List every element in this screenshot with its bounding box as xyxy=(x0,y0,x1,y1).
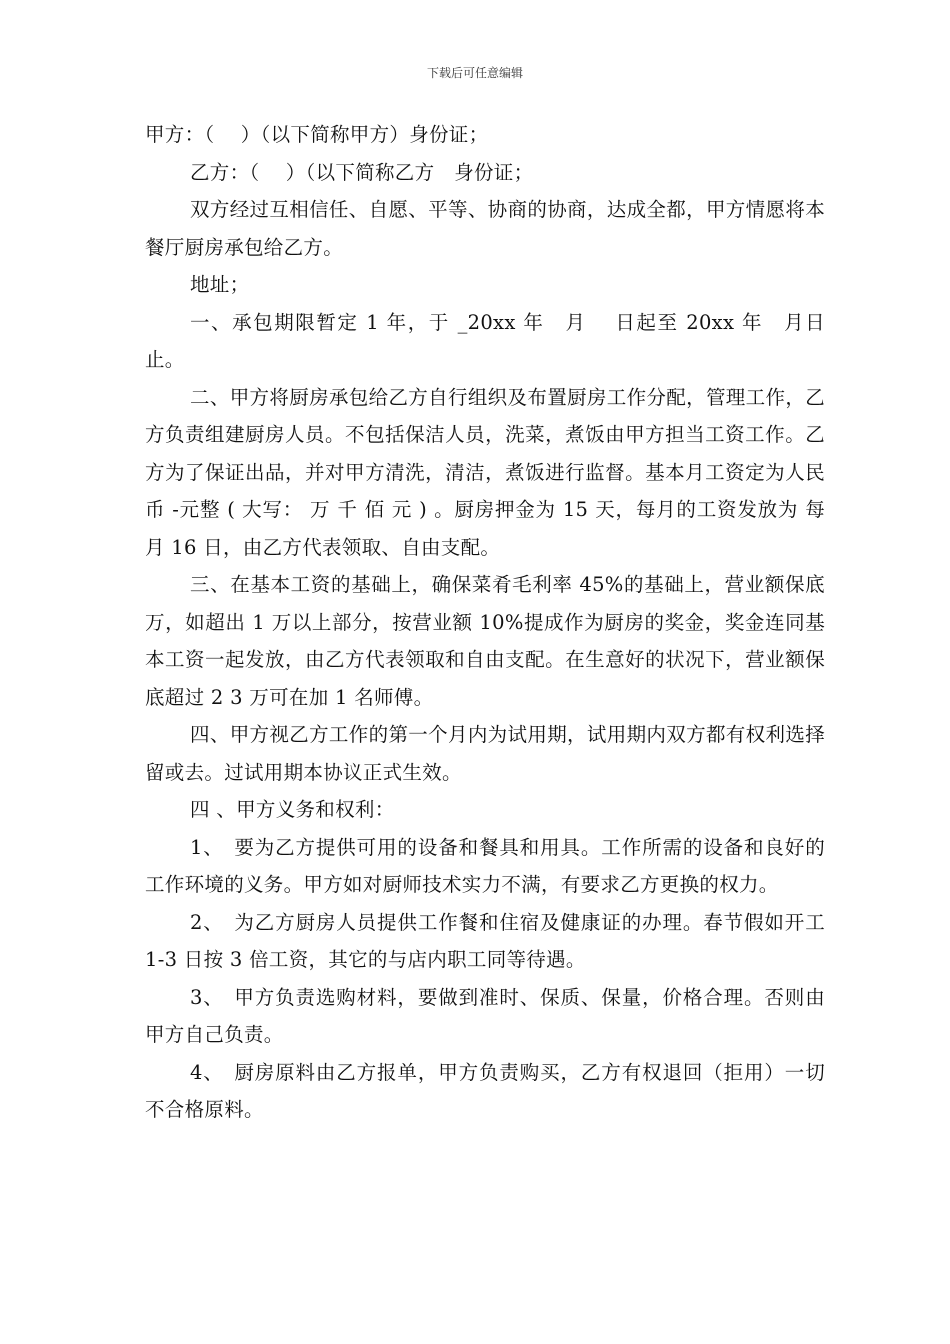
paragraph-agreement: 双方经过互相信任、自愿、平等、协商的协商，达成全都，甲方情愿将本餐厅厨房承包给乙方。 xyxy=(145,198,825,259)
paragraph-clause-2: 二、甲方将厨房承包给乙方自行组织及布置厨房工作分配，管理工作，乙方负责组建厨房人员。不包括保洁人员，洗菜，煮饭由甲方担当工资工作。乙方为了保证出品，并对甲方清洗，清洁，煮饭进行监督。基本月工资定为人民币 -元整 ( 大写： 万 千 佰 元 ) 。厨房押金为 15 天，每月的工资发放为 每月 16 日，由乙方代表领取、自由支配。 xyxy=(145,385,825,559)
paragraph-duty-2: 2、 为乙方厨房人员提供工作餐和住宿及健康证的办理。春节假如开工 1-3 日按 3 倍工资，其它的与店内职工同等待遇。 xyxy=(145,910,825,971)
paragraph-duty-3: 3、 甲方负责选购材料，要做到准时、保质、保量，价格合理。否则由甲方自己负责。 xyxy=(145,985,825,1046)
paragraph-clause-1: 一、承包期限暂定 1 年，于 _20xx 年 月 日起至 20xx 年 月日止。 xyxy=(145,310,825,371)
paragraph-clause-3: 三、在基本工资的基础上，确保菜肴毛利率 45%的基础上，营业额保底 万，如超出 1 万以上部分，按营业额 10%提成作为厨房的奖金，奖金连同基本工资一起发放，由乙方代表领取和自由支配。在生意好的状况下，营业额保底超过 2 3 万可在加 1 名师傅。 xyxy=(145,573,825,709)
paragraph-party-b: 乙方：（ ）（以下简称乙方 身份证； xyxy=(190,160,534,184)
paragraph-address: 地址； xyxy=(190,273,250,296)
document-body xyxy=(145,116,825,1129)
paragraph-duties-heading: 四 、甲方义务和权利： xyxy=(190,798,395,821)
page-header-note: 下载后可任意编辑 xyxy=(426,66,523,80)
paragraph-duty-4: 4、 厨房原料由乙方报单，甲方负责购买，乙方有权退回（拒用）一切不合格原料。 xyxy=(145,1060,825,1121)
paragraph-duty-1: 1、 要为乙方提供可用的设备和餐具和用具。工作所需的设备和良好的工作环境的义务。甲方如对厨师技术实力不满，有要求乙方更换的权力。 xyxy=(145,835,825,896)
paragraph-party-a: 甲方：（ ）（以下简称甲方）身份证； xyxy=(145,123,489,146)
paragraph-clause-4: 四、甲方视乙方工作的第一个月内为试用期，试用期内双方都有权利选择留或去。过试用期本协议正式生效。 xyxy=(145,723,825,784)
